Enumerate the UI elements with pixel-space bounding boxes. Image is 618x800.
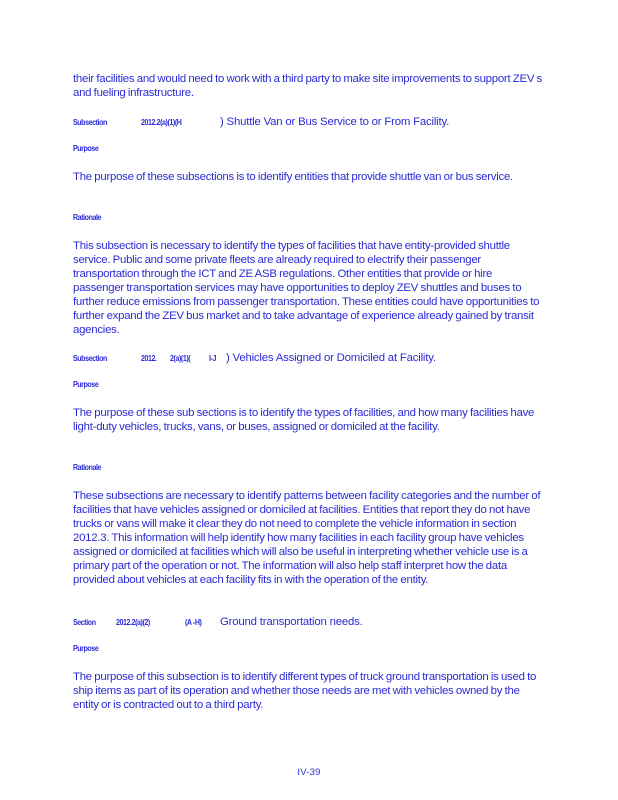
- section-number: 2012.2(a)(2): [116, 617, 150, 627]
- subsection-label: Subsection: [73, 353, 107, 363]
- subsection-heading-vehicles: [73, 351, 573, 365]
- section-label: Section: [73, 617, 96, 627]
- purpose-heading: Purpose: [73, 379, 99, 389]
- section-heading-ground-transportation: [73, 615, 573, 629]
- rationale-paragraph: This subsection is necessary to identify the types of facilities that have entity-provided shuttle service. Public and some private fleets are already required to electrify their passenger transportation through the ICT and ZE ASB regulations. Other entities that provide or hire passenger transportation services may have opportunities to deploy ZEV shuttles and buses to further reduce emissions from passenger transportation. These entities could have opportunities to further expand the ZEV bus market and to take advantage of experience already gained by transit agencies.: [73, 240, 540, 336]
- section-range: (A -H): [185, 617, 202, 627]
- purpose-paragraph: The purpose of this subsection is to identify different types of truck ground transportation is used to ship items as part of its operation and whether those needs are met with vehicles owned by the entity or is contracted out to a third party.: [73, 671, 537, 711]
- purpose-paragraph: The purpose of these subsections is to identify entities that provide shuttle van or bus service.: [73, 171, 513, 183]
- section-title: Ground transportation needs.: [220, 616, 363, 628]
- rationale-heading: Rationale: [73, 212, 102, 222]
- subsection-title: ) Shuttle Van or Bus Service to or From Facility.: [220, 116, 450, 128]
- subsection-range: I-J: [209, 353, 216, 363]
- subsection-heading-shuttle: [73, 115, 573, 129]
- subsection-label: Subsection: [73, 117, 107, 127]
- purpose-paragraph: The purpose of these sub sections is to identify the types of facilities, and how many facilities have light-duty vehicles, trucks, vans, or buses, assigned or domiciled at the facility.: [73, 407, 535, 433]
- rationale-paragraph: These subsections are necessary to identify patterns between facility categories and the number of facilities that have vehicles assigned or domiciled at facilities. Entities that report they do not have trucks or vans will make it clear they do not need to complete the vehicle information in section 2012.3. This information will help identify how many facilities in each facility group have vehicles assigned or domiciled at facilities which will also be useful in interpreting whether vehicle use is a primary part of the operation or not. The information will also help staff interpret how the data provided about vehicles at each facility fits in with the operation of the entity.: [73, 490, 541, 586]
- rationale-heading: Rationale: [73, 462, 102, 472]
- subsection-number: 2012.2(a)(1)(H: [141, 117, 182, 127]
- subsection-title: ) Vehicles Assigned or Domiciled at Facility.: [226, 352, 436, 364]
- subsection-number: 2012.: [141, 353, 157, 363]
- purpose-heading: Purpose: [73, 143, 99, 153]
- purpose-heading: Purpose: [73, 643, 99, 653]
- intro-paragraph: their facilities and would need to work with a third party to make site improvements to support ZEV s and fueling infrastructure.: [73, 73, 543, 99]
- subsection-number-part: 2(a)(1)(: [170, 353, 191, 363]
- page-number: IV-39: [297, 767, 321, 778]
